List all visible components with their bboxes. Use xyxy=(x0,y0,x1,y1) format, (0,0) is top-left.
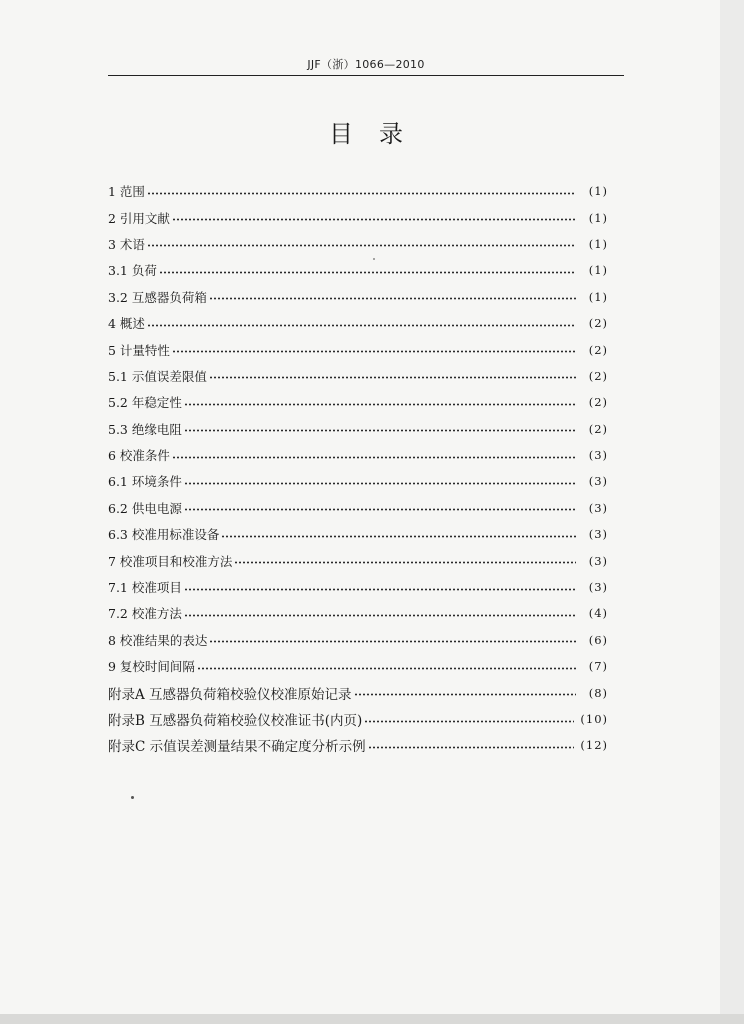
toc-entry-page: (3) xyxy=(588,448,608,463)
toc-entry-appendix-c[interactable] xyxy=(108,732,608,758)
toc-entry-3-2[interactable] xyxy=(108,284,608,310)
toc-entry-label: 6.1 环境条件 xyxy=(108,474,182,490)
toc-entry-page: (6) xyxy=(588,632,608,647)
toc-entry-label: 5.3 绝缘电阻 xyxy=(108,421,182,437)
dot-leader xyxy=(209,297,576,300)
toc-entry-7-1[interactable] xyxy=(108,574,608,600)
dot-leader xyxy=(184,429,576,432)
page-title: 目录 xyxy=(329,120,429,148)
toc-entry-page: (10) xyxy=(580,712,608,726)
scan-speck xyxy=(131,796,134,799)
toc-entry-page: (3) xyxy=(588,500,608,515)
toc-entry-label: 3 术语 xyxy=(108,236,145,252)
dot-leader xyxy=(184,508,576,511)
toc-entry-3-1[interactable] xyxy=(108,257,608,283)
dot-leader xyxy=(364,720,574,723)
toc-entry-label: 6.3 校准用标准设备 xyxy=(108,527,220,543)
toc-entry-page: (3) xyxy=(588,527,608,542)
toc-entry-label: 附录B 互感器负荷箱校验仪校准证书(内页) xyxy=(108,713,363,729)
scan-speck xyxy=(373,258,375,260)
scan-margin-bottom xyxy=(0,1014,744,1024)
toc-entry-label: 8 校准结果的表达 xyxy=(108,632,208,648)
dot-leader xyxy=(184,482,576,485)
dot-leader xyxy=(172,350,576,353)
toc-entry-page: (3) xyxy=(588,474,608,489)
toc-entry-label: 3.2 互感器负荷箱 xyxy=(108,289,207,305)
toc-entry-2[interactable] xyxy=(108,204,608,230)
dot-leader xyxy=(147,244,576,247)
toc-entry-label: 2 引用文献 xyxy=(108,210,170,226)
dot-leader xyxy=(209,376,576,379)
toc-entry-label: 1 范围 xyxy=(108,184,145,200)
toc-entry-page: (1) xyxy=(588,184,608,199)
toc-entry-9[interactable] xyxy=(108,653,608,679)
toc-entry-label: 附录C 示值误差测量结果不确定度分析示例 xyxy=(108,739,366,756)
toc-entry-1[interactable] xyxy=(108,178,608,204)
toc-entry-label: 附录A 互感器负荷箱校验仪校准原始记录 xyxy=(108,686,352,703)
header-rule xyxy=(108,75,624,76)
dot-leader xyxy=(159,271,576,274)
toc-entry-page: (1) xyxy=(588,210,608,225)
toc-entry-page: (7) xyxy=(588,659,608,674)
dot-leader xyxy=(368,746,575,749)
dot-leader xyxy=(172,456,576,459)
table-of-contents xyxy=(108,178,608,759)
dot-leader xyxy=(172,218,576,221)
dot-leader xyxy=(147,324,576,327)
toc-entry-label: 7.2 校准方法 xyxy=(108,606,182,622)
dot-leader xyxy=(147,192,576,195)
dot-leader xyxy=(184,588,576,591)
toc-entry-page: (4) xyxy=(588,606,608,621)
toc-entry-7-2[interactable] xyxy=(108,600,608,626)
toc-entry-6-1[interactable] xyxy=(108,468,608,494)
toc-entry-label: 4 概述 xyxy=(108,316,145,332)
scan-margin-right xyxy=(720,0,744,1024)
toc-entry-page: (1) xyxy=(588,236,608,251)
toc-entry-6[interactable] xyxy=(108,442,608,468)
toc-entry-4[interactable] xyxy=(108,310,608,336)
toc-entry-appendix-a[interactable] xyxy=(108,679,608,705)
toc-entry-label: 3.1 负荷 xyxy=(108,263,157,279)
toc-entry-7[interactable] xyxy=(108,547,608,573)
toc-entry-label: 5 计量特性 xyxy=(108,342,170,358)
dot-leader xyxy=(184,403,576,406)
toc-entry-5-3[interactable] xyxy=(108,416,608,442)
dot-leader xyxy=(209,640,576,643)
toc-entry-label: 6.2 供电电源 xyxy=(108,500,182,516)
toc-entry-6-3[interactable] xyxy=(108,521,608,547)
toc-entry-page: (2) xyxy=(588,316,608,331)
dot-leader xyxy=(221,535,576,538)
toc-entry-6-2[interactable] xyxy=(108,495,608,521)
toc-entry-page: (1) xyxy=(588,263,608,278)
toc-entry-page: (3) xyxy=(588,553,608,568)
toc-entry-page: (3) xyxy=(588,580,608,595)
toc-entry-label: 5.1 示值误差限值 xyxy=(108,368,207,384)
toc-entry-5-2[interactable] xyxy=(108,389,608,415)
toc-entry-appendix-b[interactable] xyxy=(108,706,608,732)
toc-entry-label: 7.1 校准项目 xyxy=(108,580,182,596)
standard-code-header: JJF（浙）1066—2010 xyxy=(307,58,425,71)
toc-entry-3[interactable] xyxy=(108,231,608,257)
dot-leader xyxy=(354,693,576,696)
toc-entry-label: 5.2 年稳定性 xyxy=(108,395,182,411)
toc-entry-label: 7 校准项目和校准方法 xyxy=(108,553,233,569)
dot-leader xyxy=(184,614,576,617)
dot-leader xyxy=(197,667,576,670)
toc-entry-page: (2) xyxy=(588,395,608,410)
toc-entry-5[interactable] xyxy=(108,336,608,362)
toc-entry-page: (8) xyxy=(588,685,608,700)
toc-entry-5-1[interactable] xyxy=(108,363,608,389)
dot-leader xyxy=(234,561,576,564)
toc-entry-8[interactable] xyxy=(108,627,608,653)
toc-entry-page: (12) xyxy=(580,738,608,753)
toc-entry-label: 9 复校时间间隔 xyxy=(108,659,195,675)
toc-entry-page: (2) xyxy=(588,368,608,383)
toc-entry-page: (1) xyxy=(588,289,608,304)
toc-entry-page: (2) xyxy=(588,421,608,436)
toc-entry-label: 6 校准条件 xyxy=(108,448,170,464)
toc-entry-page: (2) xyxy=(588,342,608,357)
